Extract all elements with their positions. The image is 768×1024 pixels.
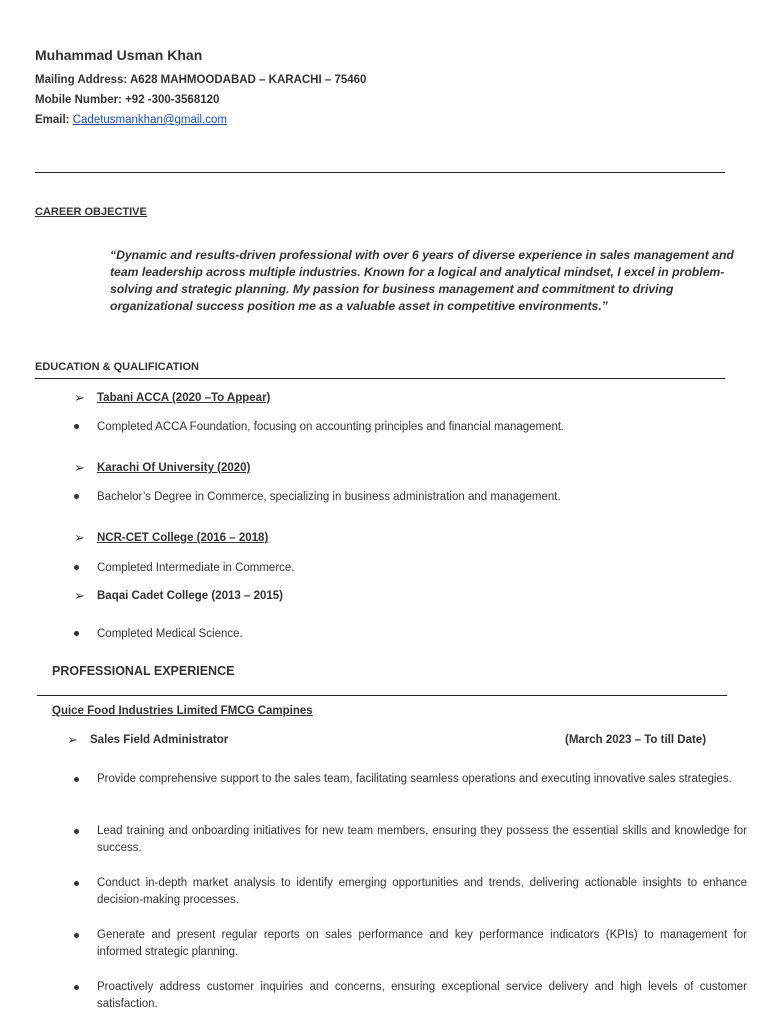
education-detail-2: Bachelor’s Degree in Commerce, specializing in business administration and management.	[97, 491, 561, 503]
bullet-dot-icon	[74, 881, 79, 886]
education-heading-1: Tabani ACCA (2020 –To Appear)	[97, 392, 271, 404]
experience-bullet-1: Provide comprehensive support to the sales team, facilitating seamless operations and executing innovative sales strategies.	[97, 773, 732, 785]
arrow-bullet-icon: ➢	[74, 530, 85, 545]
experience-bullet-4: Generate and present regular reports on sales performance and key performance indicators (KPIs) to management for informed strategic planning.	[97, 929, 747, 958]
experience-bullet-2: Lead training and onboarding initiatives for new team members, ensuring they possess the essential skills and knowledge for success.	[97, 825, 747, 854]
career-objective-title: CAREER OBJECTIVE	[35, 206, 147, 218]
arrow-bullet-icon: ➢	[74, 390, 85, 405]
bullet-dot-icon	[74, 933, 79, 938]
arrow-bullet-icon: ➢	[74, 460, 85, 475]
company-name: Quice Food Industries Limited FMCG Campines	[52, 705, 313, 717]
email-link[interactable]: Cadetusmankhan@gmail.com	[72, 114, 227, 126]
bullet-dot-icon	[74, 985, 79, 990]
experience-title: PROFESSIONAL EXPERIENCE	[52, 664, 235, 678]
job-period: (March 2023 – To till Date)	[565, 734, 707, 746]
bullet-dot-icon	[74, 565, 79, 570]
education-detail-4: Completed Medical Science.	[97, 628, 243, 640]
education-divider	[35, 378, 725, 379]
email-line	[35, 114, 227, 126]
education-heading-2: Karachi Of University (2020)	[97, 462, 251, 474]
arrow-bullet-icon: ➢	[67, 732, 78, 747]
mobile-number: Mobile Number: +92 -300-3568120	[35, 94, 220, 106]
bullet-dot-icon	[74, 494, 79, 499]
job-role: Sales Field Administrator	[90, 734, 229, 746]
experience-divider	[37, 695, 727, 696]
education-detail-3: Completed Intermediate in Commerce.	[97, 562, 295, 574]
education-detail-1: Completed ACCA Foundation, focusing on accounting principles and financial management.	[97, 421, 565, 433]
arrow-bullet-icon: ➢	[74, 588, 85, 603]
mailing-address: Mailing Address: A628 MAHMOODABAD – KARACHI – 75460	[35, 74, 367, 86]
bullet-dot-icon	[74, 829, 79, 834]
education-title: EDUCATION & QUALIFICATION	[35, 361, 199, 373]
bullet-dot-icon	[74, 424, 79, 429]
bullet-dot-icon	[74, 631, 79, 636]
education-heading-3: NCR-CET College (2016 – 2018)	[97, 532, 269, 544]
career-objective-text: “Dynamic and results-driven professional with over 6 years of diverse experience in sales management and team leadership across multiple industries. Known for a logical and analytical mindset, I excel in problem-solving and strategic planning. My passion for business management and commitment to driving organizational success position me as a valuable asset in competitive environments.”	[110, 248, 734, 313]
education-heading-4: Baqai Cadet College (2013 – 2015)	[97, 590, 283, 602]
header-divider	[35, 172, 725, 173]
email-label: Email:	[35, 114, 73, 126]
bullet-dot-icon	[74, 777, 79, 782]
candidate-name: Muhammad Usman Khan	[35, 47, 203, 63]
experience-bullet-5: Proactively address customer inquiries and concerns, ensuring exceptional service delivery and high levels of customer satisfaction.	[97, 981, 747, 1010]
experience-bullet-3: Conduct in-depth market analysis to identify emerging opportunities and trends, delivering actionable insights to enhance decision-making processes.	[97, 877, 747, 906]
